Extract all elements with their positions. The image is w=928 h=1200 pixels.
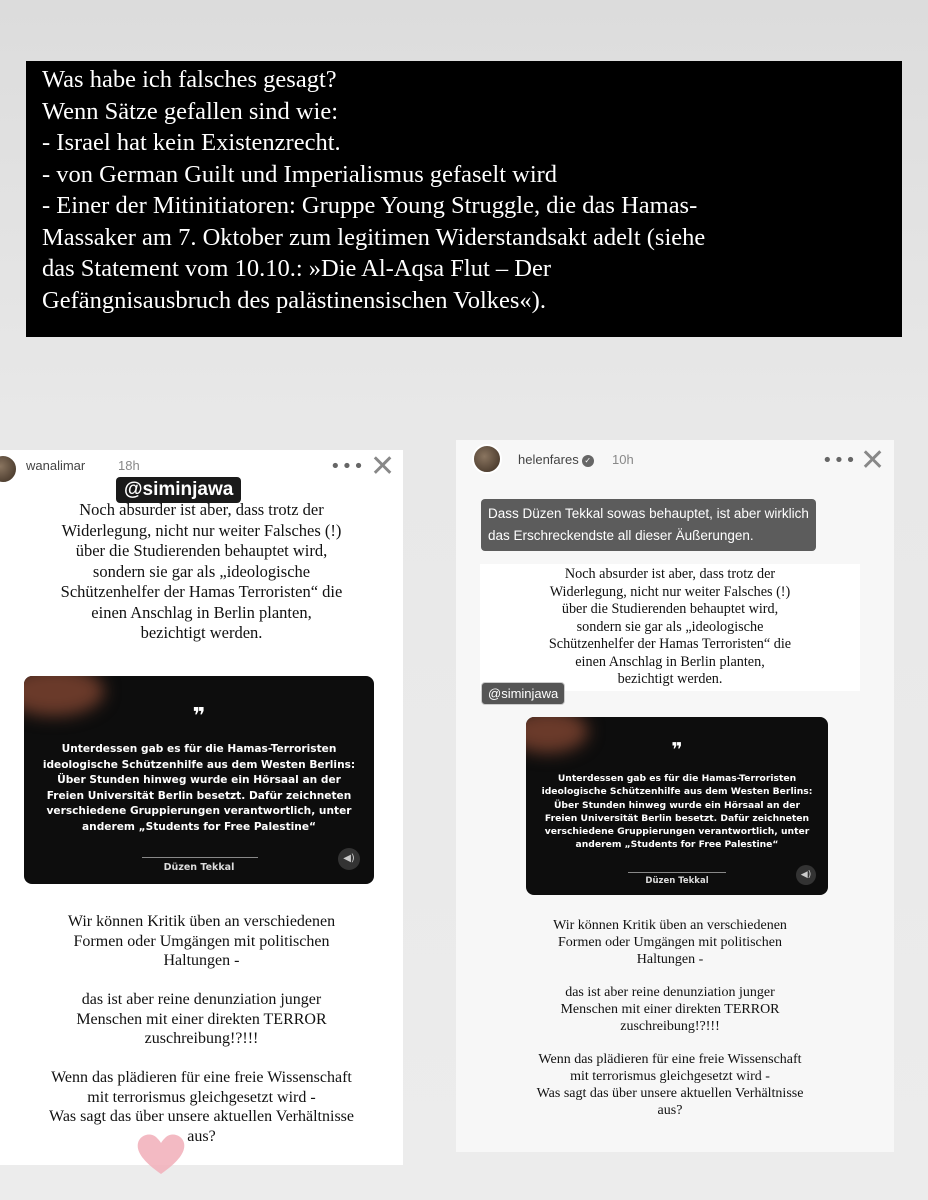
quote-card	[526, 717, 828, 895]
text-line: Schützenhelfer der Hamas Terroristen“ die	[60, 582, 343, 601]
caption-block	[26, 61, 902, 337]
more-options-icon[interactable]: •••	[822, 450, 857, 471]
quote-line: Freien Universität Berlin besetzt. Dafür zeichneten	[46, 789, 352, 802]
quote-line: ideologische Schützenhilfe aus dem Westen Berlins:	[541, 786, 813, 798]
text-line: Schützenhelfer der Hamas Terroristen“ die	[548, 636, 792, 652]
quote-line: verschiedene Gruppierungen verantwortlich, unter	[544, 826, 810, 838]
story-timestamp: 18h	[118, 458, 140, 473]
sticker-line: das Erschreckendste all dieser Äußerungen.	[488, 528, 754, 543]
text-line: sondern sie gar als „ideologische	[576, 618, 764, 635]
text-line: Widerlegung, nicht nur weiter Falsches (!)	[61, 520, 342, 540]
text-line: Wenn das plädieren für eine freie Wissenschaft	[51, 1069, 352, 1086]
quote-card	[24, 676, 374, 884]
caption-line: - Israel hat kein Existenzrecht.	[42, 129, 341, 156]
quote-line: Unterdessen gab es für die Hamas-Terroristen	[61, 743, 337, 755]
close-icon[interactable]: ✕	[860, 443, 886, 478]
text-line	[480, 1036, 860, 1053]
quote-author: Düzen Tekkal	[645, 876, 709, 886]
avatar[interactable]	[0, 454, 18, 484]
heart-icon[interactable]	[136, 1132, 186, 1176]
text-line: sondern sie gar als „ideologische	[92, 561, 311, 581]
story-top-text	[480, 564, 860, 691]
quote-line: Freien Universität Berlin besetzt. Dafür zeichneten	[544, 812, 810, 824]
text-line: Formen oder Umgängen mit politischen	[73, 932, 330, 950]
text-line: aus?	[657, 1102, 683, 1118]
text-line: Menschen mit einer direkten TERROR	[560, 1001, 780, 1017]
text-line: das ist aber reine denunziation junger	[565, 985, 775, 1001]
text-line: Haltungen -	[163, 952, 240, 969]
story-top-text	[0, 500, 403, 644]
text-line: bezichtigt werden.	[140, 623, 263, 642]
text-line: mit terrorismus gleichgesetzt wird -	[570, 1069, 770, 1085]
text-line: einen Anschlag in Berlin planten,	[575, 653, 765, 670]
quote-line: Über Stunden hinweg wurde ein Hörsaal an der	[57, 774, 341, 786]
story-username[interactable]: wanalimar	[26, 458, 86, 473]
text-line: das ist aber reine denunziation junger	[81, 991, 322, 1008]
quote-author: Düzen Tekkal	[163, 862, 235, 873]
story-bottom-text	[0, 912, 403, 1146]
text-line	[0, 971, 403, 991]
text-line: Wenn das plädieren für eine freie Wissenschaft	[538, 1052, 802, 1068]
username-text: helenfares	[518, 452, 579, 467]
quote-mark-icon: ❞	[671, 739, 683, 761]
text-line: Wir können Kritik üben an verschiedenen	[67, 913, 336, 930]
text-line: Menschen mit einer direkten TERROR	[76, 1010, 327, 1028]
caption-line: Gefängnisausbruch des palästinensischen Volkes«).	[42, 286, 546, 314]
story-bottom-text	[480, 918, 860, 1120]
text-line: Widerlegung, nicht nur weiter Falsches (!)	[549, 583, 791, 600]
caption-line: das Statement vom 10.10.: »Die Al-Aqsa Flut – Der	[42, 255, 551, 282]
quote-line: ideologische Schützenhilfe aus dem Westen Berlins:	[42, 758, 356, 771]
quote-line: Über Stunden hinweg wurde ein Hörsaal an der	[553, 799, 801, 811]
text-line: Haltungen -	[636, 951, 704, 967]
caption-line: - Einer der Mitinitiatoren: Gruppe Young Struggle, die das Hamas-	[42, 192, 698, 219]
text-sticker	[481, 499, 816, 551]
caption-line: Was habe ich falsches gesagt?	[42, 66, 337, 93]
close-icon[interactable]: ✕	[370, 450, 396, 484]
text-line	[0, 1049, 403, 1069]
quote-line: Unterdessen gab es für die Hamas-Terroristen	[557, 773, 797, 784]
more-options-icon[interactable]: •••	[330, 456, 365, 477]
text-line: Wir können Kritik üben an verschiedenen	[553, 918, 787, 933]
text-line: Was sagt das über unsere aktuellen Verhältnisse	[49, 1108, 354, 1125]
text-line: Formen oder Umgängen mit politischen	[558, 934, 782, 950]
quote-text	[24, 742, 374, 835]
text-line: zuschreibung!?!!!	[620, 1018, 720, 1034]
speaker-icon[interactable]: ◀)	[796, 865, 816, 885]
text-line: Was sagt das über unsere aktuellen Verhältnisse	[536, 1085, 804, 1101]
story-right	[456, 440, 894, 1152]
speaker-icon[interactable]: ◀)	[338, 848, 360, 870]
story-username[interactable]	[518, 452, 594, 467]
text-line: aus?	[187, 1127, 216, 1145]
verified-badge-icon: ✓	[582, 455, 594, 467]
quote-line: verschiedene Gruppierungen verantwortlich, unter	[46, 805, 352, 817]
story-timestamp: 10h	[612, 452, 634, 467]
story-left	[0, 450, 403, 1165]
divider	[142, 857, 258, 858]
quote-line: anderem „Students for Free Palestine“	[575, 839, 779, 851]
text-line: einen Anschlag in Berlin planten,	[91, 602, 312, 622]
mention-tag[interactable]: @siminjawa	[116, 477, 241, 503]
story-header	[456, 440, 894, 480]
text-line: über die Studierenden behauptet wird,	[75, 541, 328, 560]
avatar[interactable]	[472, 444, 502, 474]
caption-line: Massaker am 7. Oktober zum legitimen Widerstandsakt adelt (siehe	[42, 223, 706, 251]
caption-line: - von German Guilt und Imperialismus gefaselt wird	[42, 160, 558, 188]
text-line: Noch absurder ist aber, dass trotz der	[564, 566, 776, 582]
sticker-line: Dass Düzen Tekkal sowas behauptet, ist aber wirklich	[488, 506, 809, 521]
quote-line: anderem „Students for Free Palestine“	[82, 820, 316, 833]
mention-tag[interactable]: @siminjawa	[481, 682, 565, 705]
text-line: Noch absurder ist aber, dass trotz der	[79, 500, 324, 519]
quote-mark-icon: ❞	[192, 704, 206, 729]
text-line: über die Studierenden behauptet wird,	[561, 601, 779, 617]
text-line: zuschreibung!?!!!	[144, 1030, 259, 1047]
divider	[628, 872, 726, 873]
text-line	[480, 968, 860, 985]
text-line: mit terrorismus gleichgesetzt wird -	[87, 1088, 316, 1106]
text-line: bezichtigt werden.	[617, 671, 723, 687]
quote-text	[526, 772, 828, 852]
caption-line: Wenn Sätze gefallen sind wie:	[42, 97, 339, 125]
